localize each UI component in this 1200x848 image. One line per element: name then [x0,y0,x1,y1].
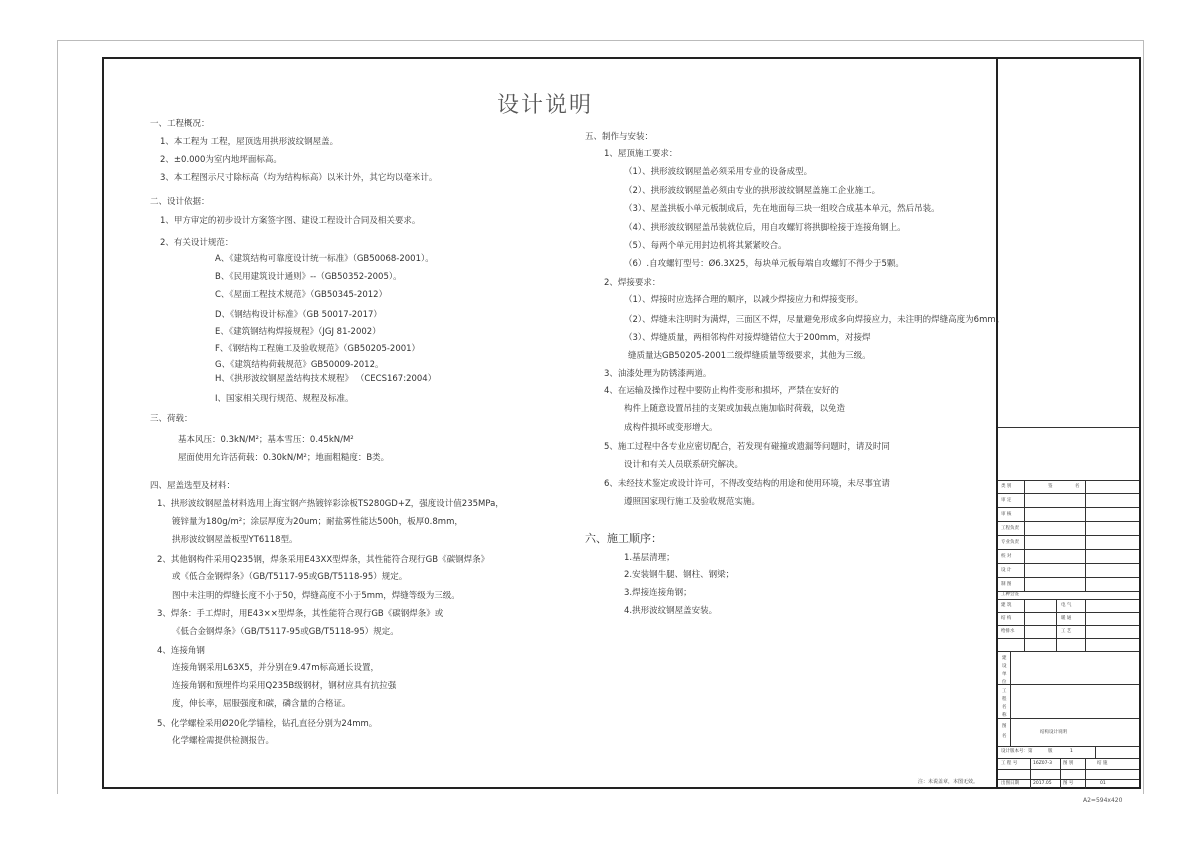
tb-category-label: 图 别 [1063,761,1074,766]
text-line: 镀锌量为180g/m²；涂层厚度为20um；耐盐雾性能达500h，板厚0.8mm， [172,517,463,527]
tb-coop: 工 艺 [1061,629,1072,634]
text-line: 遵照国家现行施工及验收规范实施。 [624,497,761,507]
text-line: 图中未注明的焊缝长度不小于50，焊缝高度不小于5mm，焊缝等级为三级。 [172,591,460,601]
text-line: 2、有关设计规范： [160,238,234,248]
text-line: 五、制作与安装： [585,132,654,142]
tb-coop: 建 筑 [1001,603,1012,608]
title-block-divider [996,57,998,789]
text-line: 5、化学螺栓采用Ø20化学锚栓，钻孔直径分别为24mm。 [157,719,378,729]
page-title: 设计说明 [497,93,594,118]
text-line: 2、焊接要求： [604,278,661,288]
tb-coop: 暖 通 [1061,616,1072,621]
drawing-frame [102,57,1141,789]
text-line: 3.焊接连接角钢； [624,588,692,598]
text-line: D、《钢结构设计标准》（GB 50017-2017） [215,310,382,320]
text-line: （5）、每两个单元用封边机将其紧紧咬合。 [624,241,787,251]
tb-date-label: 出图日期 [1001,781,1019,786]
text-line: 1、甲方审定的初步设计方案签字图、建设工程设计合同及相关要求。 [160,216,421,226]
text-line: F、《钢结构工程施工及验收规范》（GB50205-2001） [215,344,421,354]
tb-role: 校 对 [1001,554,1012,559]
text-line: 5、施工过程中各专业应密切配合，若发现有碰撞或遗漏等问题时，请及时同 [604,442,890,452]
tb-coop: 给排水 [1001,629,1015,634]
text-line: （6）.自攻螺钉型号：Ø6.3X25，每块单元板每端自攻螺钉不得少于5颗。 [624,259,904,269]
text-line: 三、荷载： [150,414,193,424]
text-line: 1、本工程为 工程，屋顶选用拱形波纹钢屋盖。 [160,137,339,147]
tb-date: 2017.05 [1033,781,1052,786]
text-line: 2、±0.000为室内地坪面标高。 [160,155,282,165]
text-line: 6、未经技术鉴定或设计许可，不得改变结构的用途和使用环境，未尽事宜请 [604,479,890,489]
tb-no-label: 图 号 [1063,781,1074,786]
text-line: 3、焊条：手工焊时，用E43××型焊条，其性能符合现行GB《碳钢焊条》或 [157,609,444,619]
text-line: 化学螺栓需提供检测报告。 [172,736,275,746]
tb-header-name: 名 [1075,484,1080,489]
tb-coop: 结 构 [1001,616,1012,621]
tb-project-no-label: 工 程 号 [1001,761,1018,766]
text-line: 一、工程概况： [150,119,210,129]
text-line: 连接角钢和预埋件均采用Q235B级钢材，钢材应具有抗拉强 [172,681,397,691]
tb-role: 专业负责 [1001,540,1019,545]
text-line: 4.拱形波纹钢屋盖安装。 [624,606,718,616]
tb-project-no: 16Z07-3 [1033,761,1053,766]
text-line: 1.基层清理； [624,553,675,563]
stamp-note: 注：未说盖章，本图无效。 [918,779,979,785]
tb-no: 01 [1100,781,1106,786]
tb-category: 结 施 [1097,761,1108,766]
tb-stage-mid: 版 [1048,749,1053,754]
tb-stage-val: 1 [1070,749,1073,754]
text-line: （3）、屋盖拱板小单元板制成后，先在地面每三块一组咬合成基本单元，然后吊装。 [624,204,940,214]
text-line: G、《建筑结构荷载规范》GB50009-2012。 [215,360,384,370]
tb-header-category: 类 别 [1001,484,1012,489]
text-line: 3、本工程图示尺寸除标高（均为结构标高）以米计外，其它均以毫米计。 [160,173,438,183]
tb-role: 工程负责 [1001,526,1019,531]
tb-project-label: 工程名称 [1002,689,1007,718]
text-line: 四、屋盖选型及材料： [150,481,236,491]
text-line: B、《民用建筑设计通则》--（GB50352-2005）。 [215,272,402,282]
text-line: I、国家相关现行规范、规程及标准。 [215,394,354,404]
tb-drawing-name: 结构设计说明 [1040,730,1067,735]
tb-role: 设 计 [1001,568,1012,573]
text-line: 屋面使用允许活荷载：0.30kN/M²；地面粗糙度：B类。 [178,453,390,463]
text-line: 3、油漆处理为防锈漆两道。 [604,369,712,379]
text-line: 度，伸长率，屈服强度和碳，磷含量的合格证。 [172,699,351,709]
text-line: 六、施工顺序： [585,532,662,545]
text-line: （4）、拱形波纹钢屋盖吊装就位后，用自攻螺钉将拱脚栓接于连接角钢上。 [624,223,906,233]
text-line: 2、其他钢构件采用Q235钢，焊条采用E43XX型焊条，其性能符合现行GB《碳钢焊条》 [157,555,490,565]
text-line: A、《建筑结构可靠度设计统一标准》（GB50068-2001）。 [215,254,434,264]
text-line: 4、在运输及操作过程中要防止构件变形和损坏，严禁在安好的 [604,386,839,396]
text-line: （2）、焊缝未注明时为满焊，三面区不焊，尽量避免形成多向焊接应力，未注明的焊缝高度为6mm。 [624,315,1005,325]
text-line: H、《拱形波纹钢屋盖结构技术规程》 （CECS167:2004） [215,374,437,384]
tb-coop: 电 气 [1061,603,1072,608]
text-line: 成构件损坏或变形增大。 [624,423,718,433]
text-line: C、《屋面工程技术规范》（GB50345-2012） [215,290,388,300]
text-line: E、《建筑钢结构焊接规程》（JGJ 81-2002） [215,327,381,337]
text-line: 《低合金钢焊条》（GB/T5117-95或GB/T5118-95）规定。 [172,627,399,637]
tb-drawing-label: 图名 [1002,724,1007,739]
text-line: 二、设计依据： [150,197,210,207]
text-line: 设计和有关人员联系研究解决。 [624,460,744,470]
tb-client-label: 建设单位 [1002,656,1007,685]
sheet-size-label: A2=594x420 [1083,797,1123,804]
text-line: 缝质量达GB50205-2001二级焊缝质量等级要求，其他为三级。 [628,351,871,361]
text-line: 拱形波纹钢屋盖板型YT6118型。 [172,535,298,545]
text-line: 构件上随意设置吊挂的支架或加载点施加临时荷载，以免造 [624,404,846,414]
tb-stage-label: 设计版本号：第 [1001,749,1033,754]
tb-coop-title: 工种会签 [1001,592,1019,597]
text-line: 2.安装钢牛腿、钢柱、钢梁； [624,570,735,580]
tb-role: 审 定 [1001,498,1012,503]
tb-role: 制 图 [1001,582,1012,587]
text-line: 1、屋顶施工要求： [604,149,678,159]
text-line: （3）、焊缝质量，两相邻构件对接焊缝错位大于200mm，对接焊 [624,333,871,343]
text-line: 4、连接角钢 [157,646,205,656]
tb-header-sign: 签 [1048,484,1053,489]
text-line: 连接角钢采用L63X5，并分别在9.47m标高通长设置， [172,663,379,673]
text-line: （1）、焊接时应选择合理的顺序，以减少焊接应力和焊接变形。 [624,295,864,305]
text-line: （2）、拱形波纹钢屋盖必须由专业的拱形波纹钢屋盖施工企业施工。 [624,186,881,196]
text-line: 基本风压：0.3kN/M²；基本雪压：0.45kN/M² [178,435,354,445]
tb-role: 审 核 [1001,512,1012,517]
text-line: （1）、拱形波纹钢屋盖必须采用专业的设备成型。 [624,167,813,177]
text-line: 或《低合金钢焊条》（GB/T5117-95或GB/T5118-95）规定。 [172,572,408,582]
text-line: 1、拱形波纹钢屋盖材料选用上海宝钢产热镀锌彩涂板TS280GD+Z，强度设计值235MPa， [157,499,504,509]
